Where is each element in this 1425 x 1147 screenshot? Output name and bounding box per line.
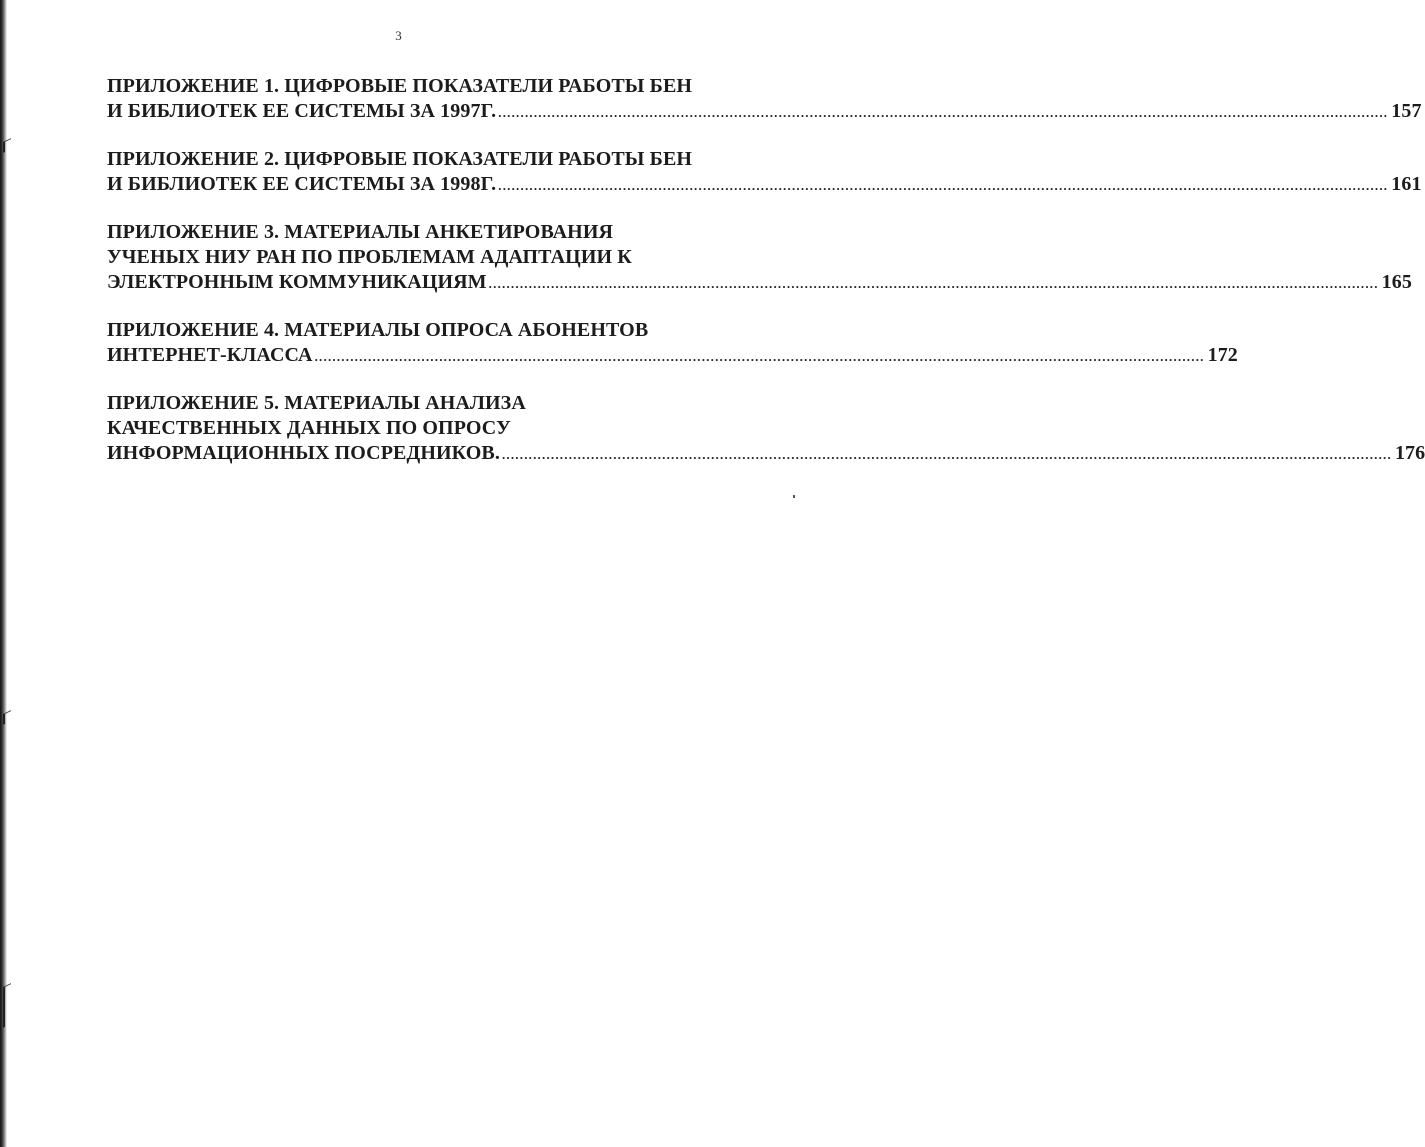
- toc-entry-title-line: КАЧЕСТВЕННЫХ ДАННЫХ ПО ОПРОСУ: [107, 417, 511, 439]
- scan-artifact: [3, 710, 11, 725]
- toc-entry-title-line: ЭЛЕКТРОННЫМ КОММУНИКАЦИЯМ: [107, 271, 487, 293]
- toc-entry-title-line: И БИБЛИОТЕК ЕЕ СИСТЕМЫ ЗА 1998Г.: [107, 173, 497, 195]
- toc-entry-title-line: ПРИЛОЖЕНИЕ 4. МАТЕРИАЛЫ ОПРОСА АБОНЕНТОВ: [107, 319, 649, 341]
- toc-entry-appendix-1[interactable]: [107, 74, 1422, 125]
- toc-page-number: 161: [1391, 173, 1422, 195]
- toc-entry-appendix-4[interactable]: [107, 318, 1238, 369]
- toc-entry-title-line: ПРИЛОЖЕНИЕ 2. ЦИФРОВЫЕ ПОКАЗАТЕЛИ РАБОТЫ БЕН: [107, 148, 693, 170]
- dot-leader: ........................................................................................................................................................................................................: [501, 447, 1392, 462]
- scan-artifact: [793, 495, 795, 498]
- toc-entry-appendix-3[interactable]: [107, 220, 1412, 296]
- dot-leader: ........................................................................................................................................................................................................: [314, 349, 1205, 364]
- table-of-contents: [107, 74, 1425, 489]
- dot-leader: ........................................................................................................................................................................................................: [488, 276, 1379, 291]
- scan-binding-edge: [0, 0, 7, 1147]
- toc-entry-title-line: ПРИЛОЖЕНИЕ 3. МАТЕРИАЛЫ АНКЕТИРОВАНИЯ: [107, 221, 614, 243]
- toc-page-number: 157: [1391, 100, 1422, 122]
- toc-entry-title-line: ПРИЛОЖЕНИЕ 5. МАТЕРИАЛЫ АНАЛИЗА: [107, 392, 526, 414]
- toc-entry-last-line: [107, 441, 1425, 467]
- toc-entry-title-line: УЧЕНЫХ НИУ РАН ПО ПРОБЛЕМАМ АДАПТАЦИИ К: [107, 246, 632, 268]
- dot-leader: ........................................................................................................................................................................................................: [498, 105, 1389, 120]
- dot-leader: ........................................................................................................................................................................................................: [498, 178, 1389, 193]
- toc-entry-last-line: [107, 99, 1422, 125]
- scan-artifact: [3, 138, 11, 153]
- toc-entry-title-line: И БИБЛИОТЕК ЕЕ СИСТЕМЫ ЗА 1997Г.: [107, 100, 497, 122]
- toc-page-number: 165: [1381, 271, 1412, 293]
- scan-artifact: [3, 983, 11, 1028]
- page-number: 3: [395, 28, 402, 43]
- toc-page-number: 176: [1394, 442, 1425, 464]
- toc-page-number: 172: [1207, 344, 1238, 366]
- toc-entry-appendix-2[interactable]: [107, 147, 1422, 198]
- toc-entry-title-line: ИНТЕРНЕТ-КЛАССА: [107, 344, 313, 366]
- toc-entry-appendix-5[interactable]: [107, 391, 1425, 467]
- toc-entry-last-line: [107, 172, 1422, 198]
- toc-entry-last-line: [107, 343, 1238, 369]
- toc-entry-title-line: ПРИЛОЖЕНИЕ 1. ЦИФРОВЫЕ ПОКАЗАТЕЛИ РАБОТЫ БЕН: [107, 75, 693, 97]
- toc-entry-title-line: ИНФОРМАЦИОННЫХ ПОСРЕДНИКОВ.: [107, 442, 500, 464]
- toc-entry-last-line: [107, 270, 1412, 296]
